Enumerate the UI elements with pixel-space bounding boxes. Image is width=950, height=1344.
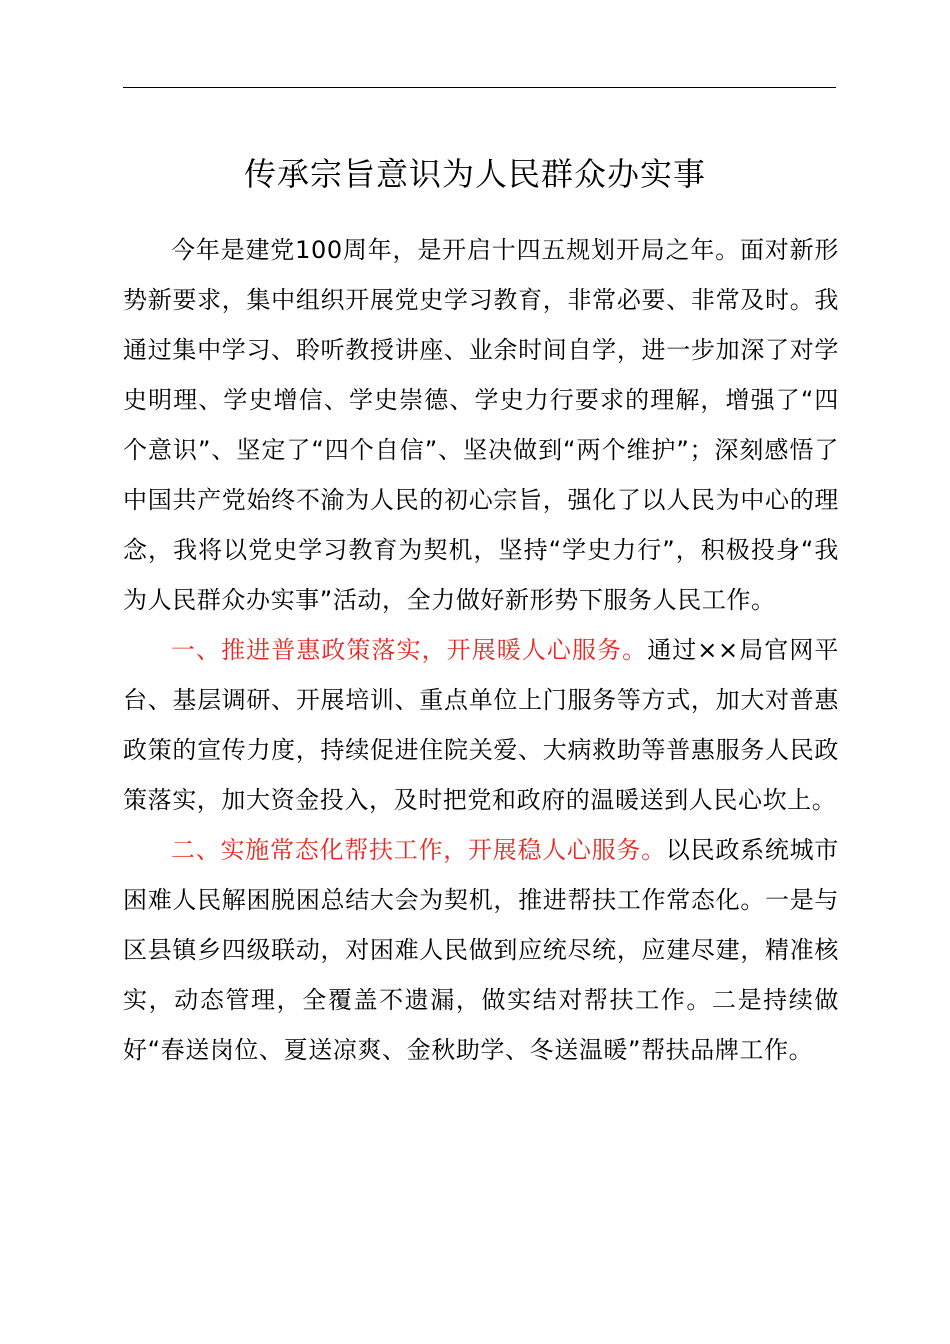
document-title: 传承宗旨意识为人民群众办实事 — [243, 155, 706, 193]
section-one-paragraph — [123, 625, 839, 825]
section-two-paragraph — [123, 825, 839, 1075]
section-two-heading: 二、实施常态化帮扶工作，开展稳人心服务。 — [171, 836, 666, 864]
section-one-heading: 一、推进普惠政策落实，开展暖人心服务。 — [171, 636, 648, 664]
header-rule — [123, 87, 836, 88]
section-one-text: 通过××局官网平台、基层调研、开展培训、重点单位上门服务等方式，加大对普惠政策的宣传力度，持续促进住院关爱、大病救助等普惠服务人民政策落实，加大资金投入，及时把党和政府的温暖送到人民心坎上。 — [123, 636, 839, 814]
section-two-text: 以民政系统城市困难人民解困脱困总结大会为契机，推进帮扶工作常态化。一是与区县镇乡四级联动，对困难人民做到应统尽统，应建尽建，精准核实，动态管理，全覆盖不遗漏，做实结对帮扶工作。二是持续做好“春送岗位、夏送凉爽、金秋助学、冬送温暖”帮扶品牌工作。 — [123, 836, 839, 1064]
document-body — [123, 225, 839, 1075]
intro-paragraph — [123, 225, 839, 625]
intro-paragraph-text: 今年是建党100周年，是开启十四五规划开局之年。面对新形势新要求，集中组织开展党史学习教育，非常必要、非常及时。我通过集中学习、聆听教授讲座、业余时间自学，进一步加深了对学史明理、学史增信、学史崇德、学史力行要求的理解，增强了“四个意识”、坚定了“四个自信”、坚决做到“两个维护”；深刻感悟了中国共产党始终不渝为人民的初心宗旨，强化了以人民为中心的理念，我将以党史学习教育为契机，坚持“学史力行”，积极投身“我为人民群众办实事”活动，全力做好新形势下服务人民工作。 — [123, 236, 839, 614]
